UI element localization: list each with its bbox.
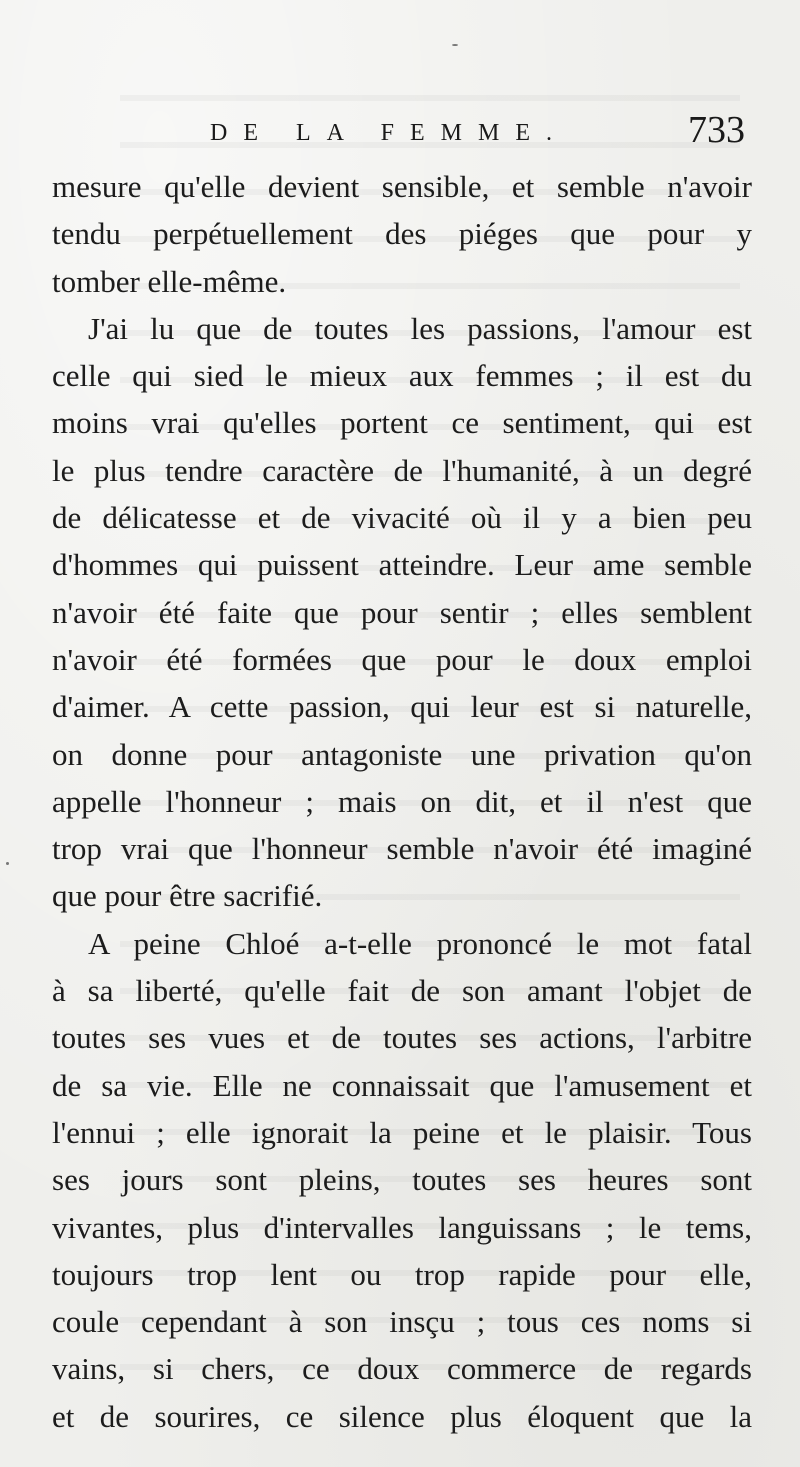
text-line: tendu perpétuellement des piéges que pour y xyxy=(52,216,752,252)
page-speck xyxy=(6,862,9,865)
text-line: l'ennui ; elle ignorait la peine et le plaisir. Tous xyxy=(52,1114,752,1150)
text-line: appelle l'honneur ; mais on dit, et il n'est que xyxy=(52,783,752,819)
text-line: de délicatesse et de vivacité où il y a bien peu xyxy=(52,500,752,536)
text-line: d'hommes qui puissent atteindre. Leur ame semble xyxy=(52,547,752,583)
text-line: toutes ses vues et de toutes ses actions, l'arbitre xyxy=(52,1020,752,1056)
text-line: toujours trop lent ou trop rapide pour elle, xyxy=(52,1256,752,1292)
page-speck xyxy=(452,44,458,46)
text-line: moins vrai qu'elles portent ce sentiment, qui est xyxy=(52,405,752,441)
text-line: à sa liberté, qu'elle fait de son amant l'objet de xyxy=(52,973,752,1009)
text-line: on donne pour antagoniste une privation qu'on xyxy=(52,736,752,772)
text-line: A peine Chloé a-t-elle prononcé le mot fatal xyxy=(88,925,752,961)
text-line: n'avoir été formées que pour le doux emploi xyxy=(52,641,752,677)
text-line: mesure qu'elle devient sensible, et semble n'avoir xyxy=(52,169,752,204)
text-line: le plus tendre caractère de l'humanité, à un degré xyxy=(52,452,752,488)
text-line: et de sourires, ce silence plus éloquent que la xyxy=(52,1398,752,1434)
text-line: que pour être sacrifié. xyxy=(52,878,323,914)
text-line: trop vrai que l'honneur semble n'avoir été imaginé xyxy=(52,831,752,867)
body-text xyxy=(52,163,752,1440)
text-line: n'avoir été faite que pour sentir ; elles semblent xyxy=(52,594,752,630)
text-line: J'ai lu que de toutes les passions, l'amour est xyxy=(88,310,752,346)
running-title: DE LA FEMME. xyxy=(210,120,569,146)
text-line: de sa vie. Elle ne connaissait que l'amusement et xyxy=(52,1067,752,1103)
page-number: 733 xyxy=(688,109,745,151)
text-line: tomber elle-même. xyxy=(52,263,287,299)
text-line: celle qui sied le mieux aux femmes ; il est du xyxy=(52,358,752,394)
text-line: coule cependant à son insçu ; tous ces noms si xyxy=(52,1304,752,1340)
text-line: d'aimer. A cette passion, qui leur est si naturelle, xyxy=(52,689,752,725)
text-line: ses jours sont pleins, toutes ses heures sont xyxy=(52,1162,752,1198)
text-line: vains, si chers, ce doux commerce de regards xyxy=(52,1351,752,1387)
page-header xyxy=(210,108,770,158)
text-line: vivantes, plus d'intervalles languissans ; le tems, xyxy=(52,1209,752,1245)
